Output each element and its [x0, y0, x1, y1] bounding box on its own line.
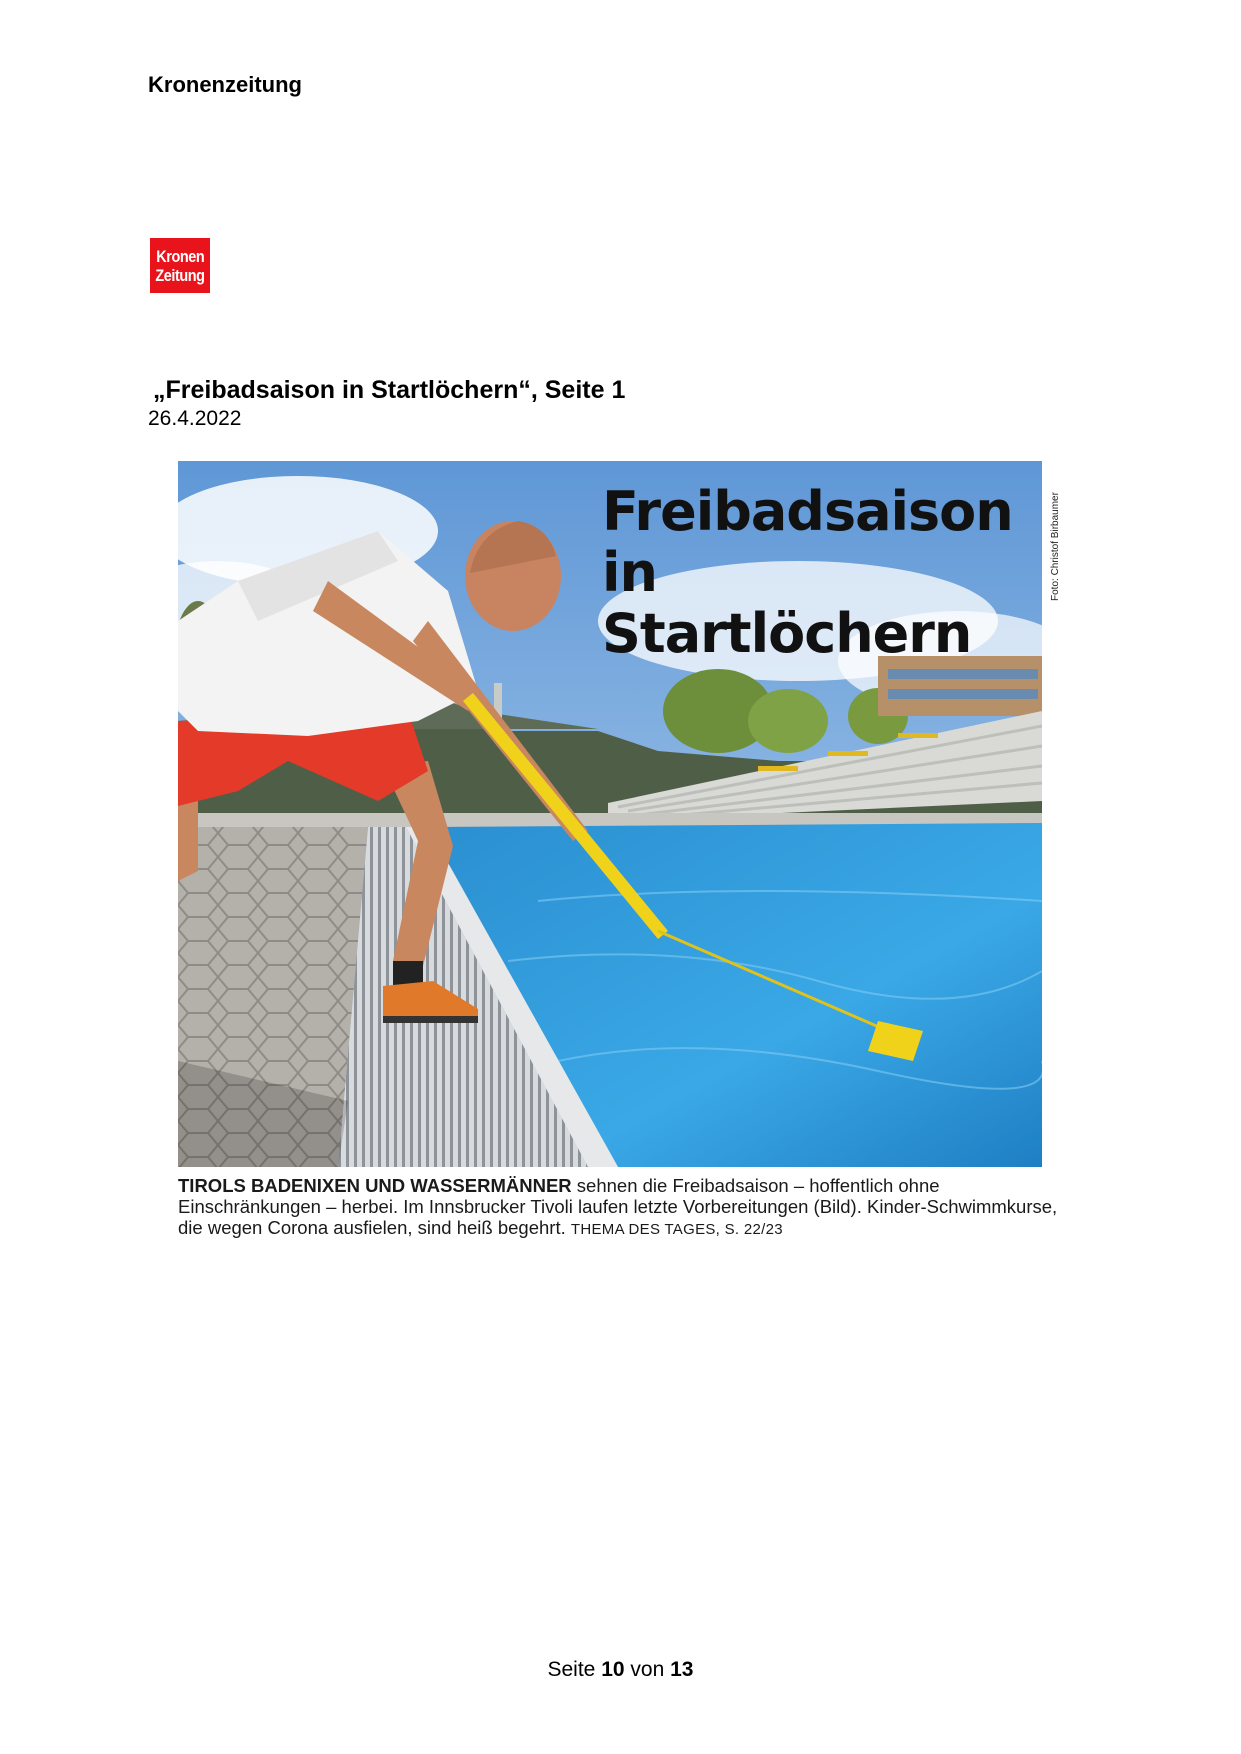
kronen-zeitung-logo — [150, 238, 210, 293]
caption-page-reference: THEMA DES TAGES, S. 22/23 — [570, 1221, 783, 1238]
footer-prefix: Seite — [547, 1658, 596, 1681]
caption-lead: TIROLS BADENIXEN UND WASSERMÄNNER — [178, 1175, 572, 1196]
footer-total-pages: 13 — [670, 1658, 694, 1681]
photo-headline-line-1: Freibadsaison — [602, 480, 1013, 543]
article-date: 26.4.2022 — [148, 407, 242, 430]
photo-credit — [1050, 463, 1066, 603]
article-title: „Freibadsaison in Startlöchern“, Seite 1 — [153, 376, 626, 404]
newspaper-clipping — [178, 461, 1061, 1245]
caption-body: sehnen die Freibadsaison – hoffentlich ohne Einschränkungen – herbei. Im Innsbrucker Tivoli laufen letzte Vorbereitungen (Bild). Kinder-Schwimmkurse, die wegen Corona ausfielen, sind heiß begehrt. — [178, 1175, 1058, 1238]
photo-caption — [178, 1175, 1058, 1240]
photo-headline — [602, 481, 1042, 664]
logo-line-1: Kronen — [155, 246, 205, 266]
logo-line-2: Zeitung — [155, 265, 205, 285]
footer-middle: von — [630, 1658, 665, 1681]
photo-headline-line-2: in Startlöchern — [602, 541, 972, 665]
page-footer — [0, 1658, 1241, 1682]
pool-photo — [178, 461, 1042, 1167]
footer-current-page: 10 — [601, 1658, 625, 1681]
photo-credit-text: Foto: Christof Birbaumer — [1050, 492, 1061, 601]
publication-name: Kronenzeitung — [148, 72, 302, 97]
